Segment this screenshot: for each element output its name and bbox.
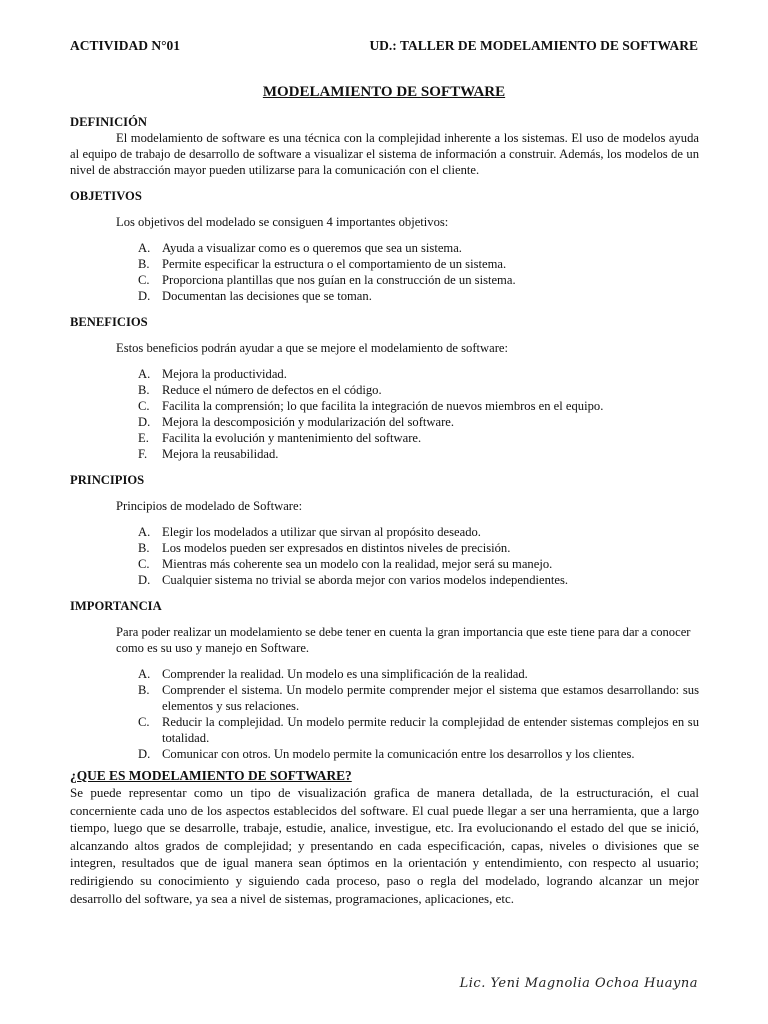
list-text: Comprender la realidad. Un modelo es una simplificación de la realidad. [162,667,528,681]
importancia-intro: Para poder realizar un modelamiento se debe tener en cuenta la gran importancia que este tiene para dar a conocer como es su uso y manejo en Software. [116,625,691,655]
importancia-list [70,666,699,762]
list-item [138,366,699,382]
definicion-paragraph [70,130,699,178]
list-item [138,682,699,714]
list-letter: C. [138,273,150,287]
list-item [138,746,699,762]
list-text: Mientras más coherente sea un modelo con la realidad, mejor será su manejo. [162,557,553,571]
author-signature: Lic. Yeni Magnolia Ochoa Huayna [459,976,698,991]
que-es-heading: ¿QUE ES MODELAMIENTO DE SOFTWARE? [70,768,352,783]
principios-heading: PRINCIPIOS [70,473,145,487]
list-letter: B. [138,257,150,271]
list-text: Reducir la complejidad. Un modelo permite reducir la complejidad de entender sistemas complejos en su totalidad. [162,715,699,745]
definicion-heading: DEFINICIÓN [70,115,147,129]
list-text: Permite especificar la estructura o el comportamiento de un sistema. [162,257,507,271]
list-text: Comunicar con otros. Un modelo permite la comunicación entre los desarrollos y los clientes. [162,747,635,761]
list-item [138,714,699,746]
document-body [70,114,699,907]
list-letter: A. [138,241,151,255]
list-item [138,240,699,256]
list-item [138,572,699,588]
list-letter: A. [138,367,151,381]
importancia-heading: IMPORTANCIA [70,599,162,613]
list-letter: B. [138,541,150,555]
principios-list [70,524,699,588]
list-letter: D. [138,415,151,429]
list-item [138,540,699,556]
list-letter: C. [138,715,150,729]
list-item [138,666,699,682]
list-letter: A. [138,525,151,539]
list-text: Elegir los modelados a utilizar que sirvan al propósito deseado. [162,525,481,539]
objetivos-intro: Los objetivos del modelado se consiguen 4 importantes objetivos: [116,215,449,229]
list-text: Facilita la comprensión; lo que facilita la integración de nuevos miembros en el equipo. [162,399,604,413]
header-activity: ACTIVIDAD N°01 [70,38,181,53]
list-item [138,446,699,462]
list-text: Los modelos pueden ser expresados en distintos niveles de precisión. [162,541,511,555]
list-text: Ayuda a visualizar como es o queremos que sea un sistema. [162,241,462,255]
list-letter: F. [138,447,148,461]
list-text: Facilita la evolución y mantenimiento del software. [162,431,422,445]
list-text: Mejora la productividad. [162,367,287,381]
list-item [138,556,699,572]
list-item [138,398,699,414]
list-letter: B. [138,383,150,397]
principios-intro: Principios de modelado de Software: [116,499,303,513]
beneficios-list [70,366,699,462]
que-es-paragraph: Se puede representar como un tipo de visualización grafica de manera detallada, de la estructuración, el cual concerniente cada uno de los aspectos establecidos del software. El cual puede llegar a ser una herramienta, que a largo tiempo, luego que se desarrolle, trabaje, estudie, analice, investigue, etc. Ira evolucionando el estado del que se inició, alcanzando altos grados de complejidad; y presentando en cada especificación, capas, niveles o divisiones que se integren, resultados que de igual manera sean óptimos en la orientación y entendimiento, con respecto al usuario; redirigiendo su conocimiento y siguiendo cada proceso, paso o regla del modelado, logrando alcanzar un mejor desarrollo del software, ya sea a nivel de sistemas, programaciones, aplicaciones, etc. [70,785,699,906]
list-letter: D. [138,573,151,587]
list-item [138,272,699,288]
list-letter: A. [138,667,151,681]
list-item [138,430,699,446]
beneficios-intro: Estos beneficios podrán ayudar a que se mejore el modelamiento de software: [116,341,509,355]
list-item [138,288,699,304]
list-text: Cualquier sistema no trivial se aborda mejor con varios modelos independientes. [162,573,569,587]
page-header [70,38,698,58]
page-title: MODELAMIENTO DE SOFTWARE [262,84,506,100]
list-text: Mejora la descomposición y modularización del software. [162,415,455,429]
list-letter: E. [138,431,149,445]
objetivos-heading: OBJETIVOS [70,189,142,203]
list-item [138,524,699,540]
list-letter: C. [138,557,150,571]
list-text: Documentan las decisiones que se toman. [162,289,372,303]
header-unit: UD.: TALLER DE MODELAMIENTO DE SOFTWARE [369,38,698,53]
list-item [138,414,699,430]
list-item [138,256,699,272]
list-letter: B. [138,683,150,697]
beneficios-heading: BENEFICIOS [70,315,148,329]
list-text: Mejora la reusabilidad. [162,447,279,461]
list-letter: D. [138,289,151,303]
list-letter: D. [138,747,151,761]
list-item [138,382,699,398]
list-letter: C. [138,399,150,413]
list-text: Proporciona plantillas que nos guían en la construcción de un sistema. [162,273,516,287]
objetivos-list [70,240,699,304]
definicion-text: El modelamiento de software es una técnica con la complejidad inherente a los sistemas. El uso de modelos ayuda al equipo de trabajo de desarrollo de software a visualizar el sistema de información a construir. Además, los modelos de un nivel de abstracción mayor pueden utilizarse para la comunicación con el cliente. [70,131,699,177]
list-text: Reduce el número de defectos en el código. [162,383,382,397]
list-text: Comprender el sistema. Un modelo permite comprender mejor el sistema que estamos desarrollando: sus elementos y sus relaciones. [162,683,699,713]
